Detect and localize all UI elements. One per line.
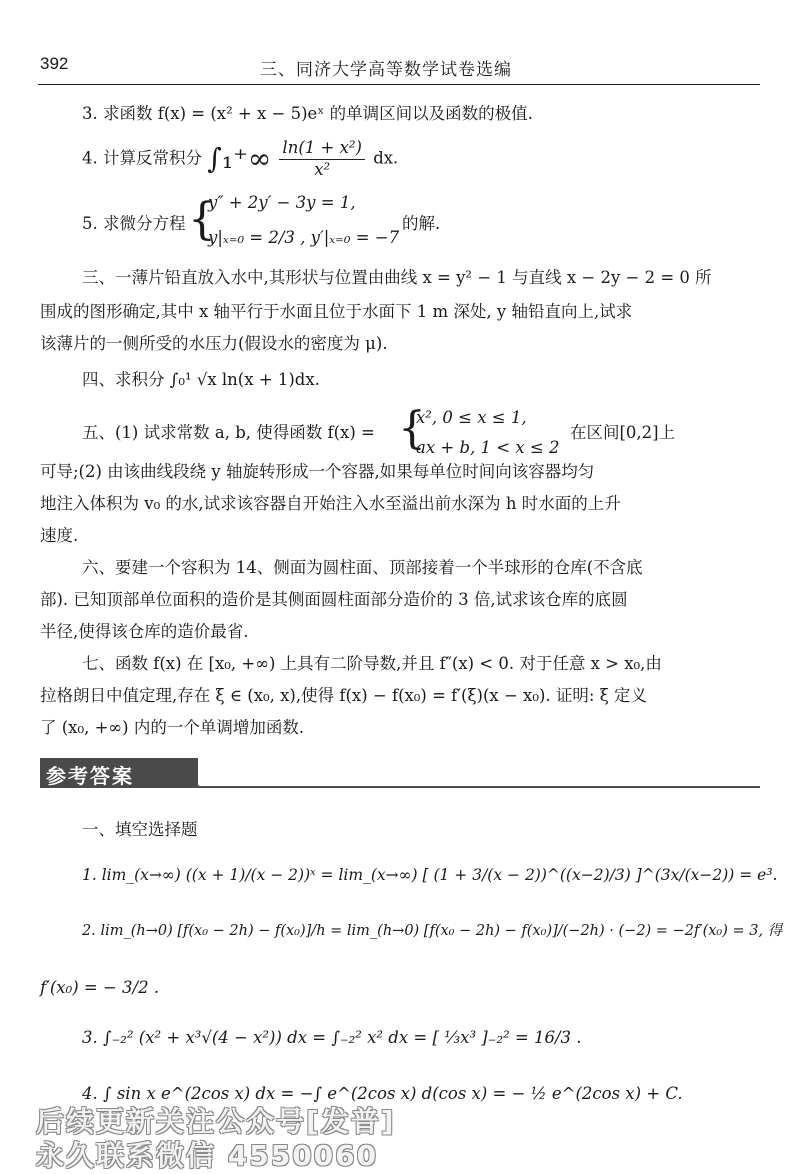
section-4: 四、求积分 ∫₀¹ √x ln(x + 1)dx. [82, 370, 320, 389]
problem-4-numerator: ln(1 + x²) [279, 140, 365, 160]
section-5-line-3: 地注入体积为 v₀ 的水,试求该容器自开始注入水至溢出前水深为 h 时水面的上升 [40, 494, 621, 513]
section-5-line-2: 可导;(2) 由该曲线段绕 y 轴旋转形成一个容器,如果每单位时间向该容器均匀 [40, 462, 595, 481]
section-6-line-1: 六、要建一个容积为 14、侧面为圆柱面、顶部接着一个半球形的仓库(不含底 [82, 558, 643, 577]
problem-5-tail: 的解. [402, 214, 441, 233]
problem-5-label: 5. 求微分方程 [82, 214, 186, 233]
answer-3: 3. ∫₋₂² (x² + x³√(4 − x²)) dx = ∫₋₂² x² dx = [ ⅓x³ ]₋₂² = 16/3 . [82, 1028, 582, 1047]
section-5-interval: 在区间[0,2]上 [570, 423, 676, 442]
section-7-line-1: 七、函数 f(x) 在 [x₀, +∞) 上具有二阶导数,并且 f″(x) < 0. 对于任意 x > x₀,由 [82, 654, 662, 673]
watermark-line-2: 永久联系微信 4550060 [36, 1139, 379, 1172]
section-6-line-2: 部). 已知顶部单位面积的造价是其侧面圆柱面部分造价的 3 倍,试求该仓库的底圆 [40, 590, 628, 609]
page-number: 392 [40, 54, 69, 73]
section-6-line-3: 半径,使得该仓库的造价最省. [40, 622, 249, 641]
section-5-lead: 五、(1) 试求常数 a, b, 使得函数 f(x) = [82, 423, 375, 442]
problem-4-dx: dx. [373, 148, 399, 168]
problem-5-initial-conditions: y|ₓ₌₀ = 2/3 , y′|ₓ₌₀ = −7 [208, 228, 400, 247]
problem-4-denominator: x² [314, 159, 331, 179]
problem-4-fraction [279, 140, 365, 178]
section-5-line-4: 速度. [40, 526, 79, 545]
running-header-title: 三、同济大学高等数学试卷选编 [260, 60, 512, 80]
answer-1: 1. lim_(x→∞) ((x + 1)/(x − 2))ˣ = lim_(x→∞) [ (1 + 3/(x − 2))^((x−2)/3) ]^(3x/(x−2)) = e³. [82, 866, 778, 884]
section-7-line-2: 拉格朗日中值定理,存在 ξ ∈ (x₀, x),使得 f(x) − f(x₀) = f′(ξ)(x − x₀). 证明: ξ 定义 [40, 686, 648, 705]
section-5-brace: { [398, 403, 426, 454]
problem-5-equation: y″ + 2y′ − 3y = 1, [208, 193, 356, 212]
watermark-line-1: 后续更新关注公众号[发普] [36, 1105, 396, 1138]
section-3-line-3: 该薄片的一侧所受的水压力(假设水的密度为 μ). [40, 334, 388, 353]
section-5-case-1: x², 0 ≤ x ≤ 1, [416, 408, 527, 427]
answer-2: 2. lim_(h→0) [f(x₀ − 2h) − f(x₀)]/h = lim_(h→0) [f(x₀ − 2h) − f(x₀)]/(−2h) · (−2) = −2f′(x₀) = 3, 得 [82, 923, 783, 939]
problem-3: 3. 求函数 f(x) = (x² + x − 5)eˣ 的单调区间以及函数的极值. [82, 104, 533, 123]
problem-4-label: 4. 计算反常积分 [82, 148, 202, 168]
answer-2-continued: f′(x₀) = − 3/2 . [40, 978, 160, 997]
problem-5-brace: { [188, 194, 216, 245]
answer-4: 4. ∫ sin x e^(2cos x) dx = −∫ e^(2cos x) d(cos x) = − ½ e^(2cos x) + C. [82, 1084, 683, 1103]
section-3-line-1: 三、一薄片铅直放入水中,其形状与位置由曲线 x = y² − 1 与直线 x − 2y − 2 = 0 所 [82, 268, 712, 287]
answers-heading: 参考答案 [46, 764, 134, 788]
section-7-line-3: 了 (x₀, +∞) 内的一个单调增加函数. [40, 718, 305, 737]
answers-part-1-title: 一、填空选择题 [82, 820, 198, 839]
problem-4 [82, 140, 398, 178]
answers-heading-rule [198, 786, 760, 788]
section-3-line-2: 围成的图形确定,其中 x 轴平行于水面且位于水面下 1 m 深处, y 轴铅直向上,试求 [40, 302, 633, 321]
header-rule [38, 84, 760, 85]
problem-4-integral: ∫₁⁺∞ [207, 142, 272, 175]
section-5-case-2: ax + b, 1 < x ≤ 2 [416, 438, 560, 457]
